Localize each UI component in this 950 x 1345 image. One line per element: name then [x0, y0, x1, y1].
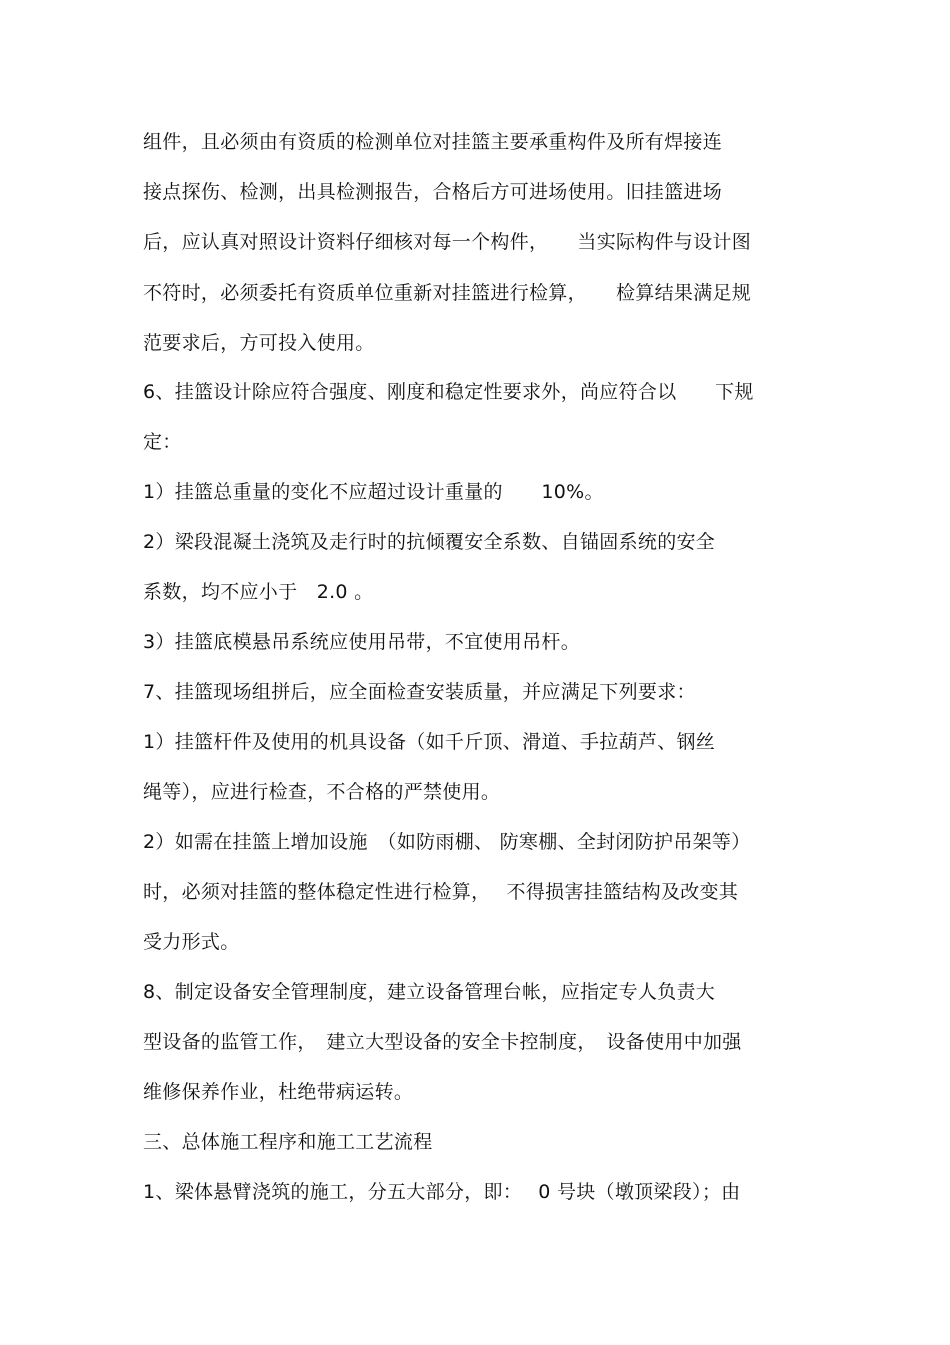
section-item-1: 1、梁体悬臂浇筑的施工，分五大部分，即： 0 号块（墩顶梁段）；由 — [143, 1181, 741, 1203]
text-line: 组件，且必须由有资质的检测单位对挂篮主要承重构件及所有焊接连 — [143, 131, 723, 153]
list-item: 2）梁段混凝土浇筑及走行时的抗倾覆安全系数、自锚固系统的安全 — [143, 531, 716, 553]
text-line: 定： — [143, 431, 182, 453]
text-line: 型设备的监管工作， 建立大型设备的安全卡控制度， 设备使用中加强 — [143, 1031, 742, 1053]
list-item: 2）如需在挂篮上增加设施 （如防雨棚、 防寒棚、全封闭防护吊架等） — [143, 831, 751, 853]
text-line: 系数，均不应小于 2.0 。 — [143, 581, 374, 603]
text-line: 受力形式。 — [143, 931, 240, 953]
text-line: 不符时，必须委托有资质单位重新对挂篮进行检算， 检算结果满足规 — [143, 282, 752, 304]
text-line: 时，必须对挂篮的整体稳定性进行检算， 不得损害挂篮结构及改变其 — [143, 881, 739, 903]
list-item: 3）挂篮底模悬吊系统应使用吊带，不宜使用吊杆。 — [143, 631, 580, 653]
section-item-6: 6、挂篮设计除应符合强度、刚度和稳定性要求外，尚应符合以 下规 — [143, 381, 754, 403]
section-item-8: 8、制定设备安全管理制度，建立设备管理台帐，应指定专人负责大 — [143, 981, 716, 1003]
section-item-7: 7、挂篮现场组拼后，应全面检查安装质量，并应满足下列要求： — [143, 681, 696, 703]
text-line: 后，应认真对照设计资料仔细核对每一个构件， 当实际构件与设计图 — [143, 231, 752, 253]
text-line: 维修保养作业，杜绝带病运转。 — [143, 1081, 414, 1103]
text-line: 绳等），应进行检查，不合格的严禁使用。 — [143, 781, 501, 803]
list-item: 1）挂篮杆件及使用的机具设备（如千斤顶、滑道、手拉葫芦、钢丝 — [143, 731, 716, 753]
list-item: 1）挂篮总重量的变化不应超过设计重量的 10%。 — [143, 481, 604, 503]
section-heading: 三、总体施工程序和施工工艺流程 — [143, 1131, 433, 1153]
text-line: 接点探伤、检测，出具检测报告，合格后方可进场使用。旧挂篮进场 — [143, 181, 723, 203]
text-line: 范要求后，方可投入使用。 — [143, 332, 375, 354]
